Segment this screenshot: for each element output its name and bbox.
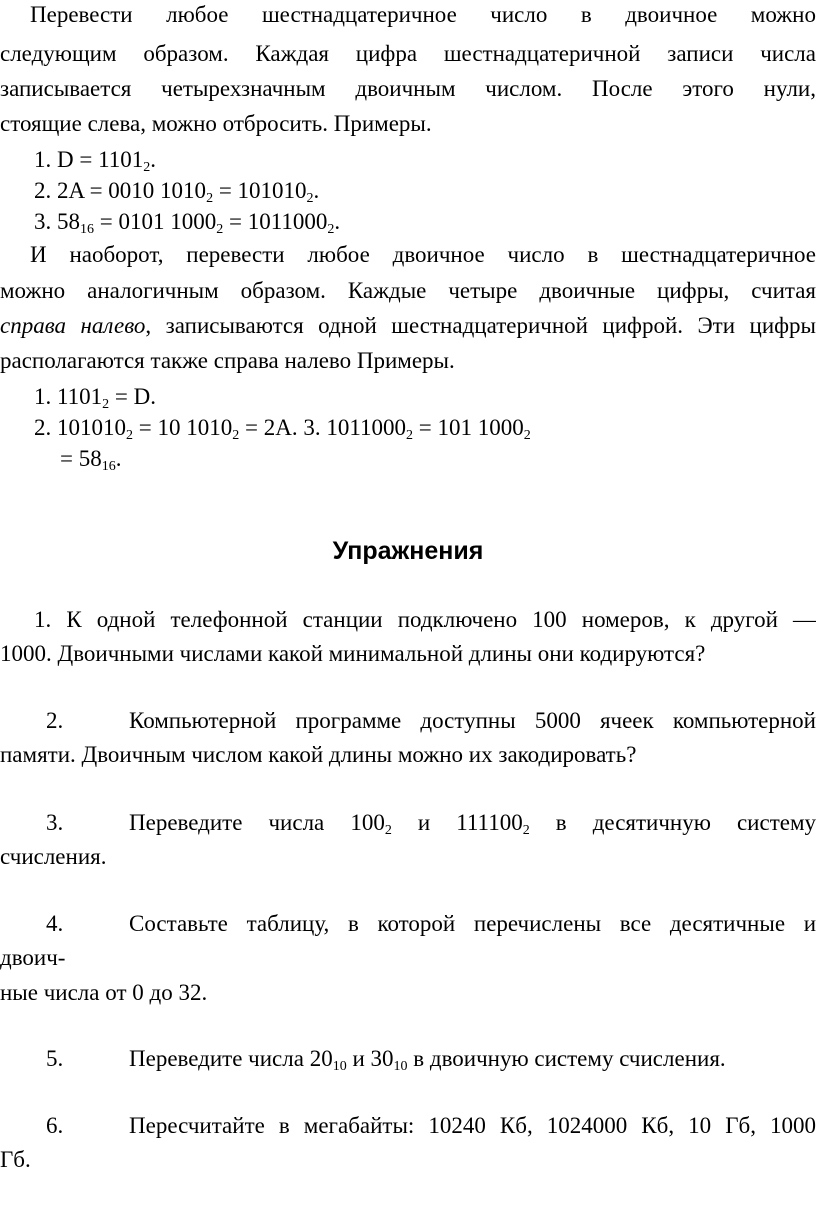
exercise-6-line2: Гб.: [0, 1147, 31, 1172]
para2-line1: И наоборот, перевести любое двоичное число в шестнадцатеричное: [30, 242, 816, 267]
exercise-3-line1: Переведите числа $100_2$ и $111100_2$ в десятичную систему: [129, 810, 816, 838]
exercise-4-number: 4.: [46, 911, 64, 936]
exercise-5-line1: Переведите числа $20_{10}$ и $30_{10}$ в двоичную систему счисления.: [129, 1046, 726, 1074]
exercise-2-line2: памяти. Двоичным числом какой длины можно их закодировать?: [0, 742, 637, 767]
exercise-5-number: 5.: [46, 1046, 64, 1071]
para1-line2: следующим образом. Каждая цифра шестнадцатеричной записи числа: [0, 41, 816, 66]
example-bin-2-cont: = $58_{16}$.: [60, 446, 122, 474]
example-hex-3: 3. $58_{16} = 0101$ $1000_2 = 1011000_2$.: [34, 209, 341, 237]
para1-line4: стоящие слева, можно отбросить. Примеры.: [0, 111, 432, 136]
exercise-3-number: 3.: [46, 810, 64, 835]
para1-line3: записывается четырехзначным двоичным числом. После этого нули,: [0, 76, 816, 101]
example-hex-1: 1. $D = 1101_2$.: [34, 147, 156, 175]
para2-line4: располагаются также справа налево Примеры.: [0, 348, 455, 373]
exercise-1-line1: 1. К одной телефонной станции подключено 100 номеров, к другой —: [34, 607, 816, 632]
example-bin-2: 2. $101010_2 = 10$ $1010_2 = 2A$. 3. $1011000_2 = 101$ $1000_2$: [34, 415, 531, 443]
para2-line2: можно аналогичным образом. Каждые четыре двоичные цифры, считая: [0, 278, 816, 303]
example-hex-2: 2. 2A = 0010 $1010_2 = 101010_2$.: [34, 178, 320, 206]
example-bin-1: 1. $1101_2 = D$.: [34, 384, 156, 412]
para2-line3: справа налево, записываются одной шестнадцатеричной цифрой. Эти цифры: [0, 313, 816, 338]
para1-line1: Перевести любое шестнадцатеричное число в двоичное можно: [30, 2, 816, 27]
exercise-4-line2: двоич-: [0, 945, 66, 970]
emphasis-right-to-left: справа налево: [0, 313, 146, 338]
exercise-2-line1: Компьютерной программе доступны 5000 ячеек компьютерной: [129, 708, 816, 733]
exercise-3-line2: счисления.: [0, 844, 107, 869]
exercise-1-line2: 1000. Двоичными числами какой минимальной длины они кодируются?: [0, 641, 706, 666]
exercise-4-line3: ные числа от 0 до 32.: [0, 980, 208, 1005]
exercise-4-line1: Составьте таблицу, в которой перечислены все десятичные и: [129, 911, 816, 936]
exercises-heading: Упражнения: [332, 537, 484, 565]
exercise-2-number: 2.: [46, 708, 64, 733]
exercise-6-line1: Пересчитайте в мегабайты: 10240 Кб, 1024000 Кб, 10 Гб, 1000: [129, 1113, 816, 1138]
exercise-6-number: 6.: [46, 1113, 64, 1138]
